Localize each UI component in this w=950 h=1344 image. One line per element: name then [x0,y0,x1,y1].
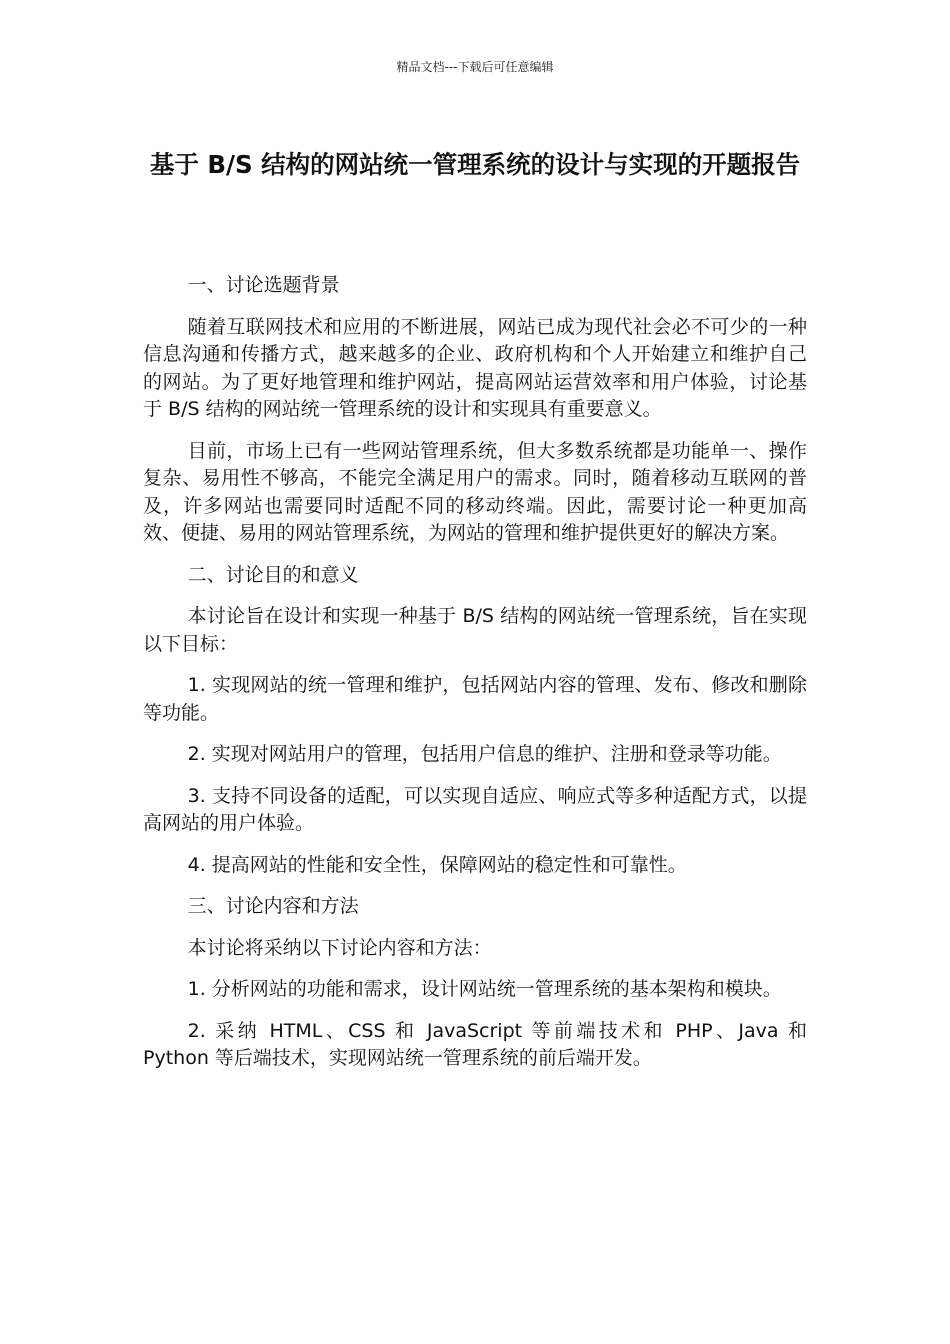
list-item-method-2: 2. 采纳 HTML、CSS 和 JavaScript 等前端技术和 PHP、Java 和 Python 等后端技术，实现网站统一管理系统的前后端开发。 [143,1019,807,1069]
document-body [143,272,807,1087]
list-item-goal-2: 2. 实现对网站用户的管理，包括用户信息的维护、注册和登录等功能。 [187,743,782,765]
list-item-goal-1: 1. 实现网站的统一管理和维护，包括网站内容的管理、发布、修改和删除等功能。 [143,674,807,724]
section-heading-purpose: 二、讨论目的和意义 [187,563,359,586]
header-note: 精品文档---下载后可任意编辑 [396,60,554,74]
list-item-method-1: 1. 分析网站的功能和需求，设计网站统一管理系统的基本架构和模块。 [187,978,782,1000]
paragraph-purpose-intro: 本讨论旨在设计和实现一种基于 B/S 结构的网站统一管理系统，旨在实现以下目标： [143,605,807,655]
list-item-goal-4: 4. 提高网站的性能和安全性，保障网站的稳定性和可靠性。 [187,853,687,876]
paragraph-methods-intro: 本讨论将采纳以下讨论内容和方法： [187,936,492,959]
paragraph-background-1: 随着互联网技术和应用的不断进展，网站已成为现代社会必不可少的一种信息沟通和传播方式，越来越多的企业、政府机构和个人开始建立和维护自己的网站。为了更好地管理和维护网站，提高网站运营效率和用户体验，讨论基于 B/S 结构的网站统一管理系统的设计和实现具有重要意义。 [143,315,807,420]
document-title: 基于 B/S 结构的网站统一管理系统的设计与实现的开题报告 [149,150,801,179]
list-item-goal-3: 3. 支持不同设备的适配，可以实现自适应、响应式等多种适配方式，以提高网站的用户体验。 [143,784,807,834]
paragraph-background-2: 目前，市场上已有一些网站管理系统，但大多数系统都是功能单一、操作复杂、易用性不够高，不能完全满足用户的需求。同时，随着移动互联网的普及，许多网站也需要同时适配不同的移动终端。因此，需要讨论一种更加高效、便捷、易用的网站管理系统，为网站的管理和维护提供更好的解决方案。 [143,439,807,544]
section-heading-background: 一、讨论选题背景 [187,274,340,296]
section-heading-methods: 三、讨论内容和方法 [187,895,359,917]
